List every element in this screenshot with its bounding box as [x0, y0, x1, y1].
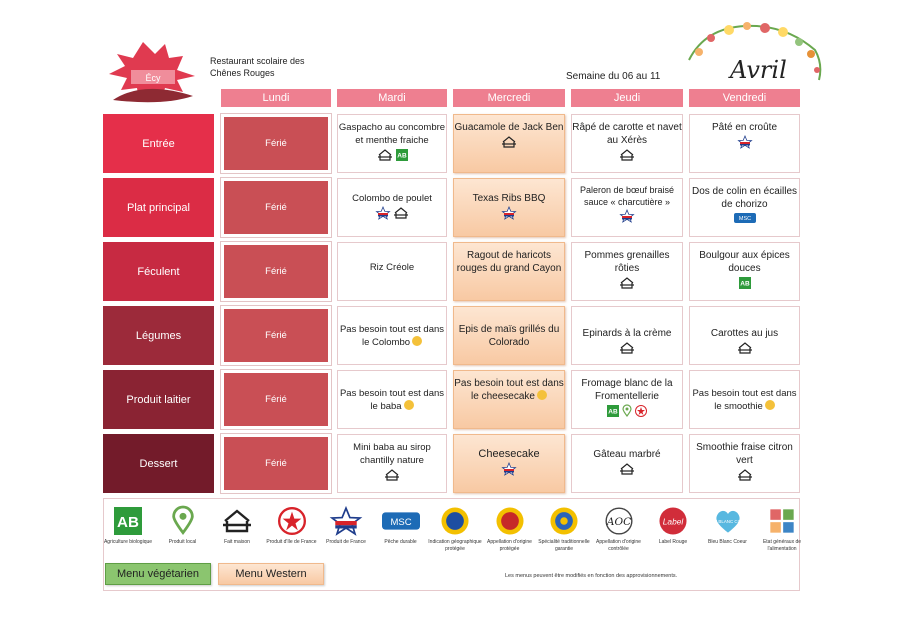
legend-label: Spécialité traditionnelle garantie [538, 539, 590, 552]
svg-text:AB: AB [739, 280, 750, 288]
stg-icon [549, 506, 579, 536]
dish-text: Smoothie fraise citron vert [696, 442, 793, 466]
cell-mardi-laitier [337, 370, 447, 429]
dish-text: Pas besoin tout est dans le smoothie [692, 387, 797, 412]
ab-icon [739, 277, 751, 293]
cell-mardi-entree [337, 114, 447, 173]
fait-maison-icon [619, 463, 635, 479]
cell-jeudi-laitier [571, 370, 683, 429]
svg-text:Label: Label [662, 516, 684, 527]
idf-icon [277, 506, 307, 536]
restaurant-name: Restaurant scolaire des Chênes Rouges [210, 56, 305, 78]
dish-text: Paleron de bœuf braisé sauce « charcutière » [579, 185, 675, 207]
svg-text:AB: AB [396, 152, 407, 160]
smile-icon [412, 336, 422, 346]
fait-maison-icon [619, 149, 635, 165]
produit-de-france-icon [502, 207, 516, 223]
row-label-legumes: Légumes [103, 306, 214, 365]
day-header-vendredi: Vendredi [689, 89, 800, 107]
cell-jeudi-dessert [571, 434, 683, 493]
dish-text: Pas besoin tout est dans le baba [339, 387, 445, 412]
legend-item-ab [100, 506, 156, 546]
svg-text:MSC: MSC [738, 216, 751, 223]
legend-item-idf [264, 506, 320, 546]
legend-label: Indication géographique protégée [428, 539, 482, 552]
smile-icon [765, 400, 775, 410]
row-label-feculent: Féculent [103, 242, 214, 301]
dish-text: Pommes grenailles rôties [584, 250, 670, 274]
dish-text: Dos de colin en écailles de chorizo [691, 186, 798, 210]
dish-text: Riz Créole [369, 262, 415, 273]
day-header-mardi: Mardi [337, 89, 447, 107]
cell-lundi-legumes: Férié [221, 306, 331, 365]
cell-mercredi-plat [453, 178, 565, 237]
fait-maison-icon [737, 342, 753, 358]
cell-lundi-laitier: Férié [221, 370, 331, 429]
smile-icon [537, 390, 547, 400]
legend-label: Label Rouge [658, 539, 688, 545]
day-header-lundi: Lundi [221, 89, 331, 107]
legend-label: Etat généraux de l'alimentation [762, 539, 802, 552]
produit-de-france-icon [376, 207, 390, 223]
legend-label: Agriculture biologique [103, 539, 153, 545]
label-rouge-icon [658, 506, 688, 536]
ab-icon [113, 506, 143, 536]
fait-maison-icon [619, 342, 635, 358]
dish-text: Colombo de poulet [352, 193, 432, 204]
dish-text: Texas Ribs BBQ [472, 193, 546, 204]
cell-lundi-entree: Férié [221, 114, 331, 173]
legend-item-aop [482, 506, 538, 552]
day-header-jeudi: Jeudi [571, 89, 683, 107]
cell-vendredi-feculent [689, 242, 800, 301]
row-label-plat: Plat principal [103, 178, 214, 237]
bbc-icon [705, 506, 750, 536]
cell-mardi-legumes [337, 306, 447, 365]
cell-mercredi-laitier [453, 370, 565, 429]
fait-maison-icon [737, 469, 753, 485]
produit-de-france-icon [502, 463, 516, 479]
cell-lundi-dessert: Férié [221, 434, 331, 493]
local-icon [168, 506, 198, 536]
igp-icon [440, 506, 470, 536]
legend-item-bbc [700, 506, 756, 546]
dish-text: Râpé de carotte et navet au Xérès [572, 122, 682, 146]
cell-mercredi-legumes [453, 306, 565, 365]
cell-mardi-dessert [337, 434, 447, 493]
cell-vendredi-dessert [689, 434, 800, 493]
smile-icon [404, 400, 414, 410]
vegetarian-menu-button[interactable]: Menu végétarien [105, 563, 211, 585]
dish-text: Gâteau marbré [593, 449, 661, 460]
ab-icon [396, 149, 408, 165]
cell-lundi-plat: Férié [221, 178, 331, 237]
dish-text: Pas besoin tout est dans le Colombo [339, 323, 445, 348]
month-title: Avril [730, 56, 787, 84]
cell-lundi-feculent: Férié [221, 242, 331, 301]
disclaimer-note: Les menus peuvent être modifiés en fonction des approvisionnements. [505, 573, 678, 579]
dish-text: Gaspacho au concombre et menthe fraiche [338, 122, 446, 146]
produit-de-france-icon [738, 136, 752, 152]
dish-text: Mini baba au sirop chantilly nature [353, 442, 431, 466]
legend-item-msc [373, 506, 429, 546]
ab-icon [607, 405, 619, 421]
svg-text:AB: AB [608, 408, 618, 416]
legend-item-stg [536, 506, 592, 552]
cell-mardi-feculent [337, 242, 447, 301]
fait-maison-icon [377, 149, 393, 165]
msc-icon [386, 506, 416, 536]
legend-label: Appellation d'origine protégée [487, 539, 532, 552]
cell-vendredi-plat [689, 178, 800, 237]
legend-label: Fait maison [224, 539, 250, 545]
svg-text:Écy: Écy [145, 73, 161, 83]
cell-vendredi-laitier [689, 370, 800, 429]
cell-mercredi-entree [453, 114, 565, 173]
aop-icon [495, 506, 525, 536]
msc-icon [734, 213, 756, 227]
western-menu-button[interactable]: Menu Western [218, 563, 324, 585]
dish-text: Pâté en croûte [711, 122, 778, 133]
fait-maison-icon [619, 277, 635, 293]
svg-text:AOC: AOC [606, 516, 631, 529]
week-range: Semaine du 06 au 11 [566, 71, 661, 82]
dish-text: Ragout de haricots rouges du grand Cayon [456, 250, 562, 274]
row-label-entree: Entrée [103, 114, 214, 173]
cell-mercredi-dessert [453, 434, 565, 493]
fait-maison-icon [393, 207, 409, 223]
legend-label: Bleu Blanc Coeur [708, 539, 747, 545]
dish-text: Cheesecake [478, 448, 540, 460]
row-label-laitier: Produit laitier [103, 370, 214, 429]
cell-jeudi-plat [571, 178, 683, 237]
restaurant-logo [103, 40, 203, 112]
legend-label: Produit de France [326, 539, 366, 545]
cell-mardi-plat [337, 178, 447, 237]
svg-text:AB: AB [117, 513, 139, 531]
fait-maison-icon [222, 506, 252, 536]
dish-text: Pas besoin tout est dans le cheesecake [454, 378, 564, 402]
legend-item-local [155, 506, 211, 546]
cell-mercredi-feculent [453, 242, 565, 301]
legend-item-ega [754, 506, 810, 552]
produit-de-france-icon [620, 210, 634, 225]
legend-label: Appellation d'origine contrôlée [596, 539, 641, 552]
produit-de-france-icon [331, 506, 361, 536]
dish-text: Carottes au jus [710, 328, 779, 339]
dish-text: Guacamole de Jack Ben [454, 122, 564, 133]
legend-item-fait-maison [209, 506, 265, 546]
legend-item-aoc [591, 506, 647, 552]
day-header-mercredi: Mercredi [453, 89, 565, 107]
cell-vendredi-legumes [689, 306, 800, 365]
row-label-dessert: Dessert [103, 434, 214, 493]
dish-text: Epis de maïs grillés du Colorado [458, 323, 560, 348]
dish-text: Epinards à la crème [582, 328, 672, 339]
idf-icon [635, 405, 647, 421]
legend-item-produit-de-france [318, 506, 374, 546]
legend-item-label-rouge [645, 506, 701, 546]
dish-text: Boulgour aux épices douces [699, 250, 790, 274]
aoc-icon [604, 506, 634, 536]
fait-maison-icon [384, 469, 400, 485]
svg-text:BLEU BLANC COEUR: BLEU BLANC COEUR [705, 518, 750, 524]
cell-jeudi-entree [571, 114, 683, 173]
cell-jeudi-feculent [571, 242, 683, 301]
legend-label: Produit d'Ile de France [266, 539, 317, 545]
cell-jeudi-legumes [571, 306, 683, 365]
legend-label: Pêche durable [384, 539, 417, 545]
dish-text: Fromage blanc de la Fromentellerie [581, 378, 673, 402]
svg-text:MSC: MSC [389, 516, 412, 528]
legend-item-igp [427, 506, 483, 552]
ega-icon [767, 506, 797, 536]
cell-vendredi-entree [689, 114, 800, 173]
local-icon [622, 405, 632, 421]
legend-label: Produit local [168, 539, 197, 545]
fait-maison-icon [501, 136, 517, 152]
